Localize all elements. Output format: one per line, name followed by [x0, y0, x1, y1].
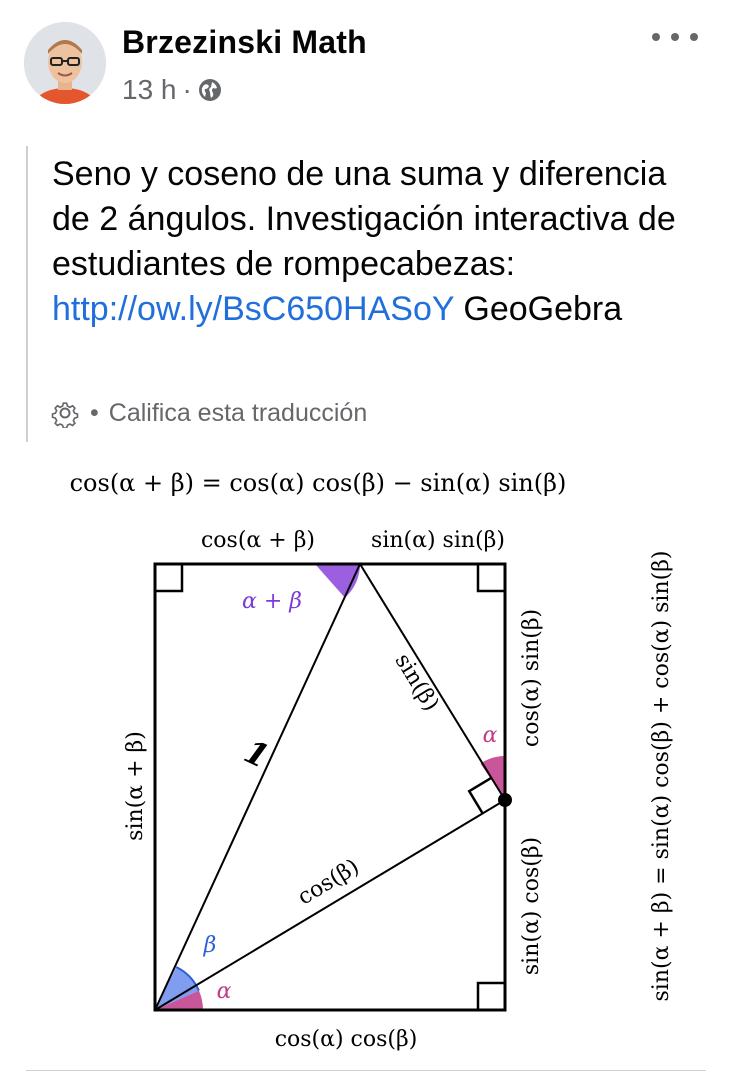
label-right-lower: sin(α) cos(β) — [519, 836, 544, 976]
label-sin-beta: sin(β) — [389, 649, 444, 716]
sin-beta-line — [360, 564, 505, 800]
label-alpha-plus-beta: α + β — [242, 589, 302, 614]
right-angle-marker-br — [478, 983, 505, 1010]
post-text — [52, 152, 702, 332]
post-time[interactable]: 13 h — [122, 74, 177, 105]
meta-separator: · — [182, 74, 192, 105]
post-image[interactable] — [60, 456, 700, 1062]
label-top-right: sin(α) sin(β) — [371, 528, 505, 553]
right-angle-marker-inner — [469, 778, 491, 814]
post-link-suffix: GeoGebra — [463, 290, 623, 328]
post-text-body: Seno y coseno de una suma y diferencia de 2 ángulos. Investigación interactiva de estudiantes de rompecabezas: — [52, 155, 676, 283]
author-name[interactable]: Brzezinski Math — [122, 24, 367, 60]
post-divider — [26, 1070, 706, 1071]
label-alpha-right: α — [482, 723, 498, 748]
translation-separator: • — [90, 398, 99, 427]
vertex-dot — [498, 793, 512, 807]
translation-row — [50, 398, 367, 428]
more-options-icon[interactable] — [652, 22, 698, 52]
hypotenuse-line — [155, 564, 360, 1010]
post-body — [26, 146, 708, 442]
label-alpha-bottom: α — [216, 979, 232, 1004]
label-top-left: cos(α + β) — [200, 528, 316, 553]
post-meta — [122, 74, 222, 106]
trig-identity-diagram — [60, 456, 700, 1062]
label-beta: β — [203, 933, 217, 958]
label-hypotenuse: 1 — [238, 732, 275, 776]
right-angle-marker-tr — [478, 564, 505, 591]
globe-icon — [198, 78, 222, 102]
right-angle-marker-tl — [155, 564, 182, 591]
cos-beta-line — [155, 800, 505, 1010]
formula-cos-sum: cos(α + β) = cos(α) cos(β) − sin(α) sin(β) — [69, 469, 567, 497]
label-cos-beta: cos(β) — [293, 854, 364, 911]
post-header — [0, 0, 730, 120]
avatar-image — [24, 22, 106, 104]
label-left: sin(α + β) — [123, 731, 148, 841]
post-link[interactable]: http://ow.ly/BsC650HASoY — [52, 290, 454, 328]
gear-icon[interactable] — [50, 398, 80, 428]
formula-sin-sum: sin(α + β) = sin(α) cos(β) + cos(α) sin(β) — [649, 550, 674, 1002]
label-bottom: cos(α) cos(β) — [274, 1027, 418, 1052]
avatar[interactable] — [24, 22, 106, 104]
label-right-upper: cos(α) sin(β) — [519, 608, 544, 748]
rate-translation-link[interactable]: Califica esta traducción — [108, 398, 368, 427]
